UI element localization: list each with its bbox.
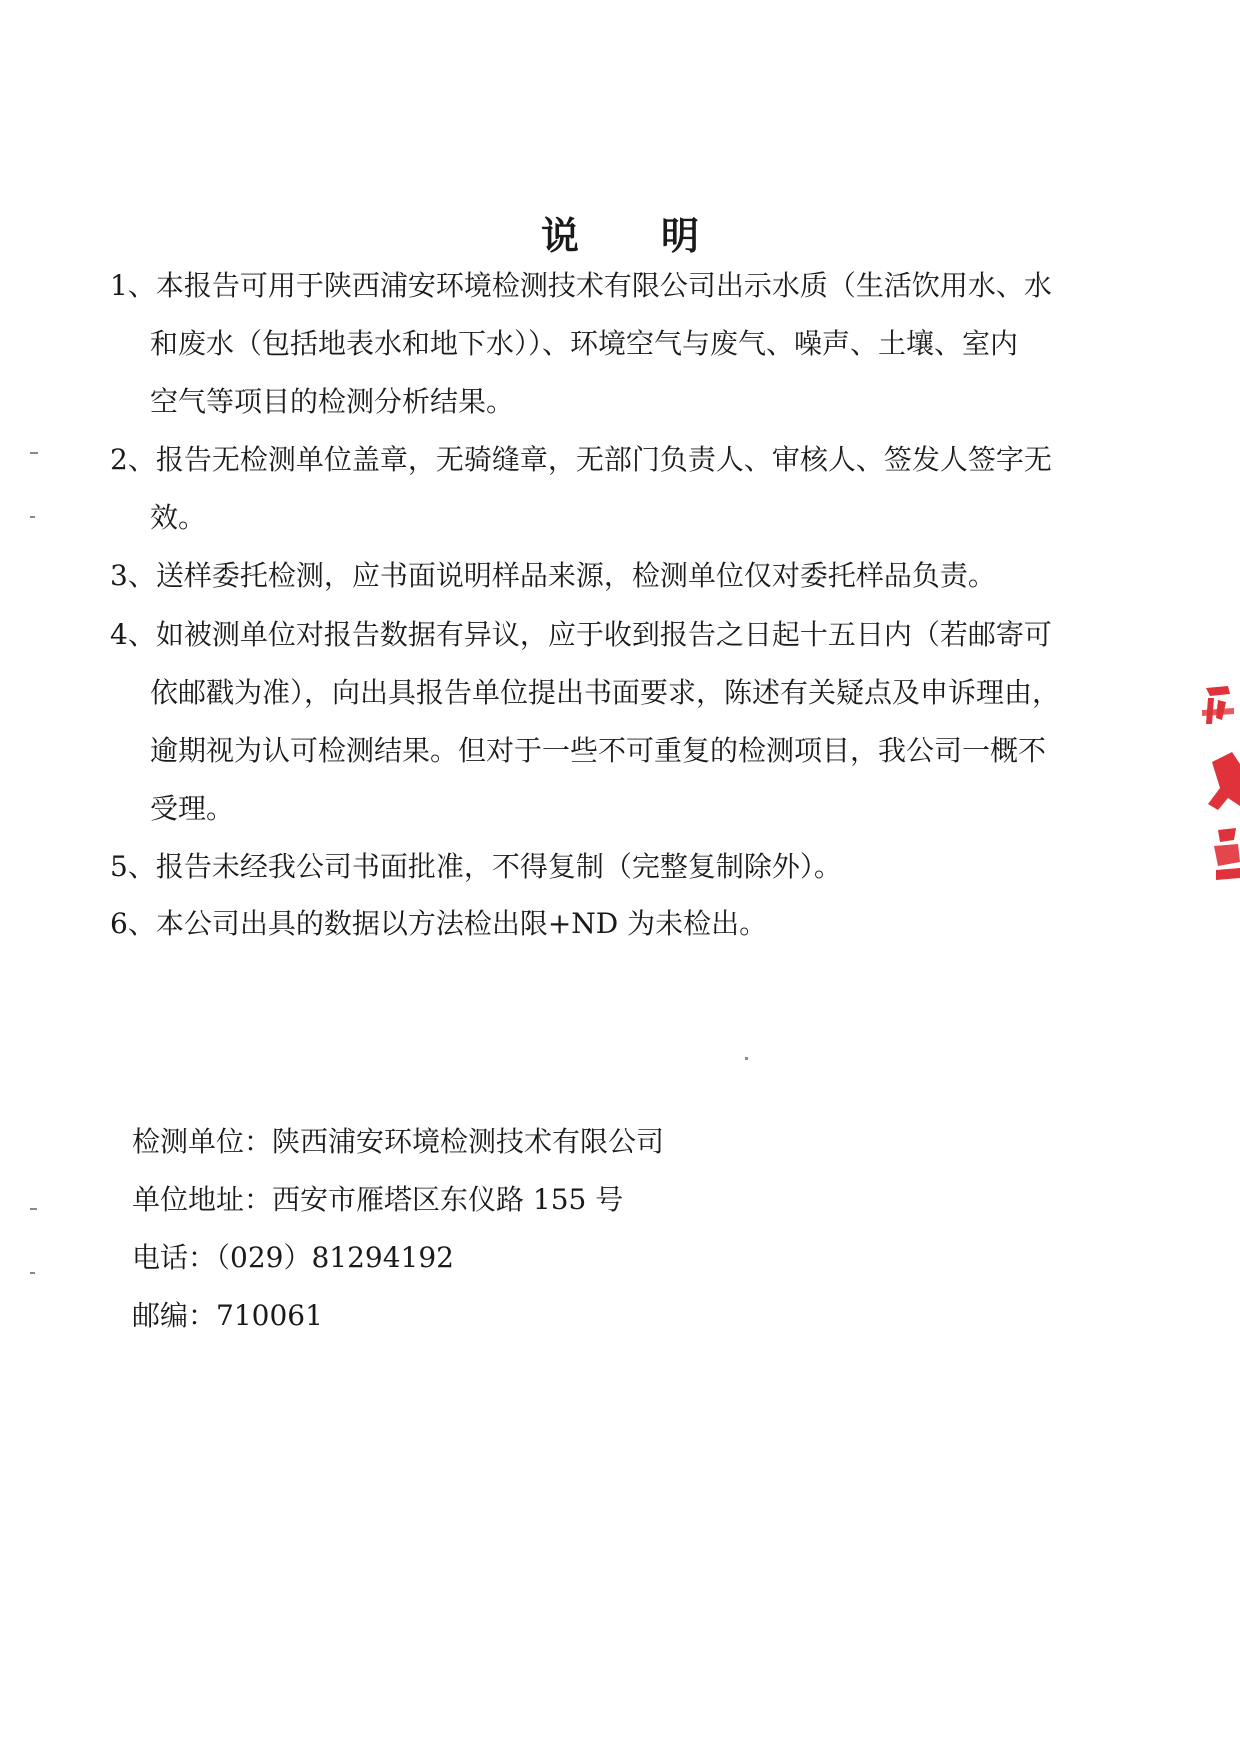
note-line: 2、报告无检测单位盖章，无骑缝章，无部门负责人、审核人、签发人签字无: [110, 443, 1052, 476]
phone-label: 电话：: [132, 1241, 217, 1274]
postcode-row: [132, 1296, 323, 1336]
note-line: 效。: [150, 501, 207, 534]
note-line: 5、报告未经我公司书面批准，不得复制（完整复制除外）。: [110, 850, 842, 883]
note-line: 空气等项目的检测分析结果。: [150, 385, 515, 418]
scan-speck: [30, 1208, 37, 1210]
phone-value: （029）81294192: [216, 1241, 454, 1274]
note-line: 逾期视为认可检测结果。但对于一些不可重复的检测项目，我公司一概不: [150, 734, 1047, 767]
address-row: [132, 1180, 623, 1220]
scan-speck: [745, 1057, 748, 1060]
note-line: 6、本公司出具的数据以方法检出限+ND 为未检出。: [110, 907, 768, 940]
address-label: 单位地址：: [132, 1183, 273, 1216]
scan-speck: [30, 452, 38, 454]
note-line: 和废水（包括地表水和地下水））、环境空气与废气、噪声、土壤、室内: [150, 327, 1019, 360]
unit-row: [132, 1122, 664, 1162]
title-char-left: 说: [540, 213, 579, 258]
phone-row: [132, 1238, 454, 1278]
unit-value: 陕西浦安环境检测技术有限公司: [272, 1125, 665, 1158]
address-value: 西安市雁塔区东仪路 155 号: [272, 1183, 624, 1216]
note-line: 1、本报告可用于陕西浦安环境检测技术有限公司出示水质（生活饮用水、水: [110, 269, 1052, 302]
scan-speck: [30, 1272, 35, 1274]
page-title: [0, 205, 1240, 260]
seal-stamp-fragment: [1188, 680, 1240, 920]
note-line: 3、送样委托检测，应书面说明样品来源，检测单位仅对委托样品负责。: [110, 559, 996, 592]
note-line: 受理。: [150, 792, 235, 825]
unit-label: 检测单位：: [132, 1125, 273, 1158]
postcode-label: 邮编：: [132, 1299, 217, 1332]
title-char-right: 明: [661, 213, 700, 258]
scan-speck: [30, 516, 35, 518]
note-line: 4、如被测单位对报告数据有异议，应于收到报告之日起十五日内（若邮寄可: [110, 618, 1052, 651]
postcode-value: 710061: [216, 1299, 323, 1332]
note-line: 依邮戳为准），向出具报告单位提出书面要求，陈述有关疑点及申诉理由，: [150, 676, 1061, 709]
